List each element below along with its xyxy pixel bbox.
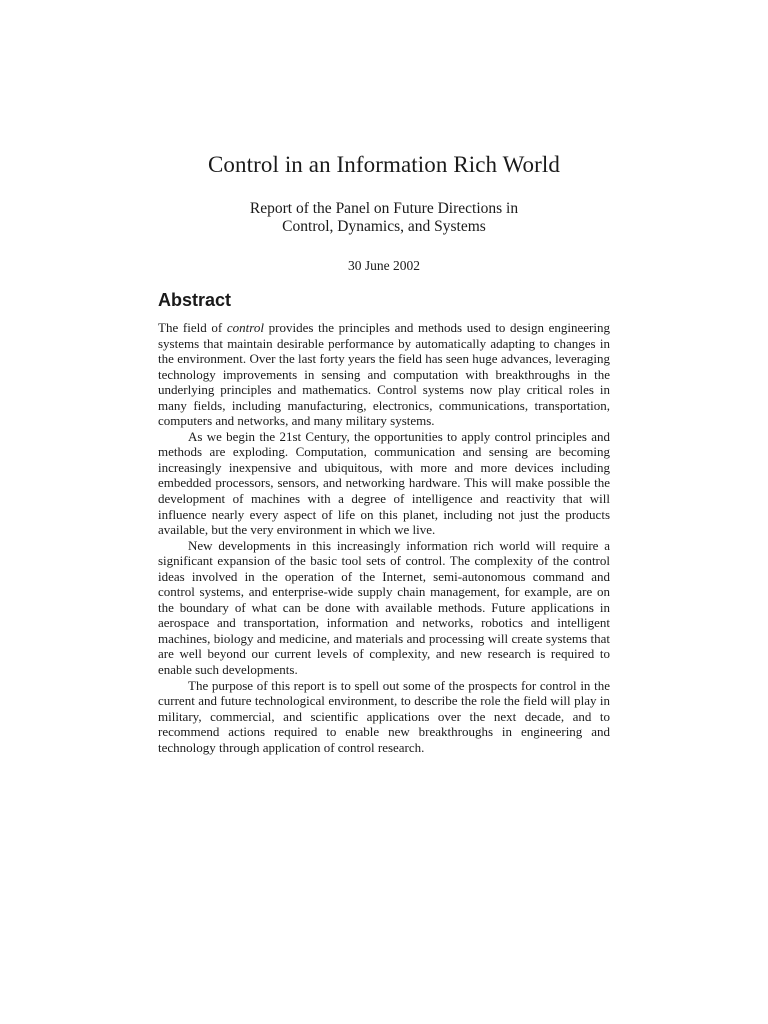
- document-title: Control in an Information Rich World: [207, 152, 561, 177]
- subtitle-line-1: Report of the Panel on Future Directions in: [249, 200, 519, 217]
- paragraph-1-rest: provides the principles and methods used to design engineering systems that maintain desirable performance by automatically adapting to changes in the environment. Over the last forty years the field has seen huge advances, leveraging technology improvements in sensing and computation with breakthroughs in the underlying principles and mathematics. Control systems now play critical roles in many fields, including manufacturing, electronics, communications, transportation, computers and networks, and many military systems.: [158, 320, 610, 429]
- abstract-paragraph-4: The purpose of this report is to spell out some of the prospects for control in the current and future technological environment, to describe the role the field will play in military, commercial, and scientific applications over the next decade, and to recommend actions required to enable new breakthroughs in engineering and technology through application of control research.: [158, 677, 610, 755]
- paragraph-1-lead: The field of: [158, 320, 227, 335]
- document-subtitle: [0, 200, 768, 236]
- subtitle-line-2: Control, Dynamics, and Systems: [282, 218, 486, 235]
- abstract-paragraph-2: As we begin the 21st Century, the opportunities to apply control principles and methods are exploding. Computation, communication and sensing are becoming increasingly inexpensive and ubiquitous, with more and more devices including embedded processors, sensors, and networking hardware. This will make possible the development of machines with a degree of intelligence and reactivity that will influence nearly every aspect of life on this planet, including not just the products available, but the very environment in which we live.: [158, 428, 610, 538]
- abstract-paragraph-1: [158, 320, 610, 429]
- document-date: 30 June 2002: [348, 258, 420, 273]
- abstract-paragraph-3: New developments in this increasingly information rich world will require a significant expansion of the basic tool sets of control. The complexity of the control ideas involved in the operation of the Internet, semi-autonomous command and control systems, and enterprise-wide supply chain management, for example, are on the boundary of what can be done with available methods. Future applications in aerospace and transportation, information and networks, robotics and intelligent machines, biology and medicine, and materials and processing will create systems that are well beyond our current levels of complexity, and new research is required to enable such developments.: [158, 537, 610, 678]
- abstract-body: [158, 320, 610, 755]
- abstract-heading: Abstract: [158, 290, 232, 310]
- paragraph-1-emphasis: control: [226, 320, 264, 335]
